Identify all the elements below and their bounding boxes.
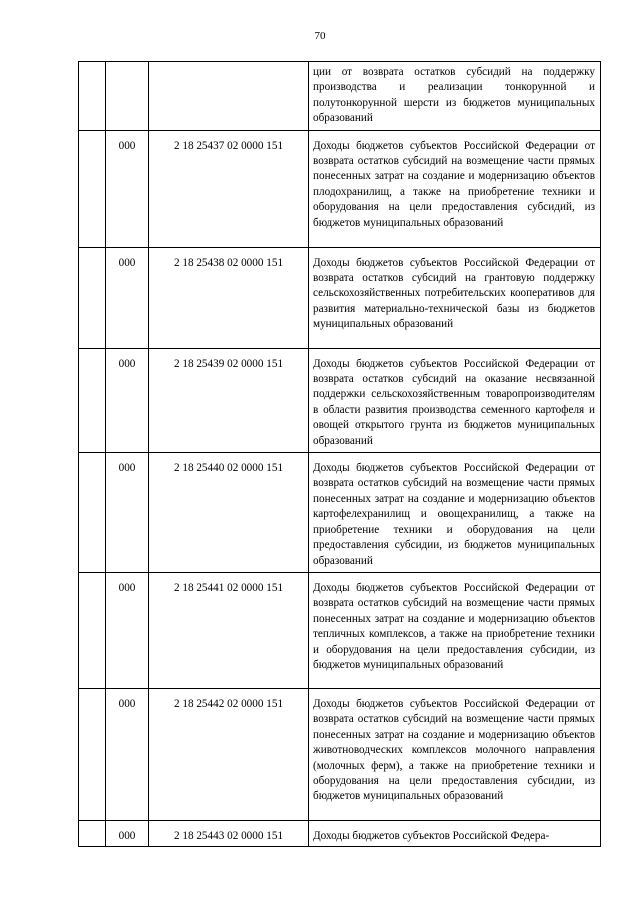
description-cell: Доходы бюджетов субъектов Российской Федерации от возврата остатков субсидий на грантовую поддержку сельскохозяйственных потребительских кооперативов для развития материально-технической базы из бюджетов муниципальных образований [309, 247, 601, 348]
admin-code-cell [106, 62, 149, 131]
table-row [79, 348, 601, 452]
row-number-cell [79, 453, 106, 573]
description-cell: ции от возврата остатков субсидий на поддержку производства и реализации тонкорунной и полутонкорунной шерсти из бюджетов муниципальных образований [309, 62, 601, 131]
admin-code-cell: 000 [106, 453, 149, 573]
admin-code-cell: 000 [106, 348, 149, 452]
table-row [79, 453, 601, 573]
row-number-cell [79, 130, 106, 247]
table-row [79, 572, 601, 688]
table-row [79, 820, 601, 846]
budget-code-cell: 2 18 25437 02 0000 151 [149, 130, 309, 247]
row-number-cell [79, 572, 106, 688]
admin-code-cell: 000 [106, 820, 149, 846]
description-cell: Доходы бюджетов субъектов Российской Федерации от возврата остатков субсидий на возмещение части прямых понесенных затрат на создание и модернизацию объектов плодохранилищ, а также на приобретение техники и оборудования на цели предоставления субсидий, из бюджетов муниципальных образований [309, 130, 601, 247]
table-row [79, 688, 601, 820]
description-cell: Доходы бюджетов субъектов Российской Федерации от возврата остатков субсидий на возмещение части прямых понесенных затрат на создание и модернизацию объектов тепличных комплексов, а также на приобретение техники и оборудования на цели предоставления субсидии, из бюджетов муниципальных образований [309, 572, 601, 688]
row-number-cell [79, 247, 106, 348]
description-cell: Доходы бюджетов субъектов Российской Федерации от возврата остатков субсидий на возмещение части прямых понесенных затрат на создание и модернизацию объектов картофелехранилищ и овощехранилищ, а также на приобретение техники и оборудования на цели предоставления субсидии, из бюджетов муниципальных образований [309, 453, 601, 573]
budget-codes-table [78, 61, 601, 847]
description-cell: Доходы бюджетов субъектов Российской Федерации от возврата остатков субсидий на оказание несвязанной поддержки сельскохозяйственным товаропроизводителям в области развития производства семенного картофеля и овощей открытого грунта из бюджетов муниципальных образований [309, 348, 601, 452]
admin-code-cell: 000 [106, 130, 149, 247]
table-row [79, 130, 601, 247]
budget-code-cell: 2 18 25442 02 0000 151 [149, 688, 309, 820]
table-row [79, 62, 601, 131]
admin-code-cell: 000 [106, 572, 149, 688]
budget-code-cell [149, 62, 309, 131]
admin-code-cell: 000 [106, 247, 149, 348]
row-number-cell [79, 348, 106, 452]
description-cell: Доходы бюджетов субъектов Российской Федера- [309, 820, 601, 846]
row-number-cell [79, 62, 106, 131]
budget-code-cell: 2 18 25439 02 0000 151 [149, 348, 309, 452]
budget-code-cell: 2 18 25440 02 0000 151 [149, 453, 309, 573]
admin-code-cell: 000 [106, 688, 149, 820]
row-number-cell [79, 820, 106, 846]
table-row [79, 247, 601, 348]
budget-code-cell: 2 18 25443 02 0000 151 [149, 820, 309, 846]
description-cell: Доходы бюджетов субъектов Российской Федерации от возврата остатков субсидий на возмещение части прямых понесенных затрат на создание и модернизацию объектов животноводческих комплексов молочного направления (молочных ферм), а также на приобретение техники и оборудования на цели предоставления субсидии, из бюджетов муниципальных образований [309, 688, 601, 820]
page-number: 70 [314, 30, 326, 42]
row-number-cell [79, 688, 106, 820]
budget-code-cell: 2 18 25438 02 0000 151 [149, 247, 309, 348]
budget-code-cell: 2 18 25441 02 0000 151 [149, 572, 309, 688]
